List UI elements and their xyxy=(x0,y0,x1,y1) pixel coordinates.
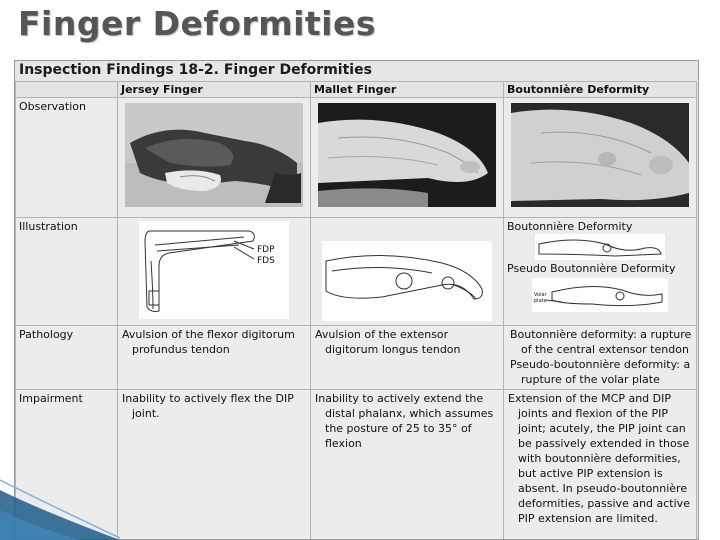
boutonniere-impairment: Extension of the MCP and DIP joints and flexion of the PIP joint; acutely, the PIP joint can be passively extended in those with boutonnière deformities, but active PIP extension is absent. In pseudo-boutonnière deformities, passive and active PIP extension are limited. xyxy=(504,390,697,540)
fdp-label: FDP xyxy=(257,245,275,255)
jersey-photo-cell xyxy=(118,98,311,218)
boutonniere-photo-cell xyxy=(504,98,697,218)
jersey-impairment: Inability to actively flex the DIP joint. xyxy=(118,390,311,540)
jersey-pathology: Avulsion of the flexor digitorum profundus tendon xyxy=(118,326,311,390)
table-title: Inspection Findings 18-2. Finger Deformities xyxy=(19,62,372,78)
boutonniere-photo xyxy=(511,103,689,207)
illustration-row xyxy=(16,218,697,326)
header-boutonniere: Boutonnière Deformity xyxy=(504,82,697,98)
jersey-illustration-cell xyxy=(118,218,311,326)
observation-label: Observation xyxy=(16,98,118,218)
table-header-row xyxy=(16,82,697,98)
observation-row xyxy=(16,98,697,218)
jersey-finger-photo xyxy=(125,103,303,207)
pseudo-boutonniere-pathology: Pseudo-boutonnière deformity: a rupture of the volar plate xyxy=(510,358,691,386)
mallet-photo-cell xyxy=(311,98,504,218)
mallet-illustration-cell xyxy=(311,218,504,326)
slide-title: Finger Deformities xyxy=(18,4,376,43)
corner-decoration xyxy=(0,450,120,540)
header-mallet-finger: Mallet Finger xyxy=(311,82,504,98)
pseudo-boutonniere-caption: Pseudo Boutonnière Deformity xyxy=(507,262,676,275)
boutonniere-pathology: Boutonnière deformity: a rupture of the central extensor tendon xyxy=(510,328,692,356)
mallet-impairment: Inability to actively extend the distal phalanx, which assumes the posture of 25 to 35° of flexion xyxy=(311,390,504,540)
jersey-finger-illustration xyxy=(139,221,289,319)
illustration-label: Illustration xyxy=(16,218,118,326)
pathology-row xyxy=(16,326,697,390)
mallet-finger-photo xyxy=(318,103,496,207)
pseudo-boutonniere-illustration xyxy=(532,278,668,312)
boutonniere-illustration-cell xyxy=(504,218,697,326)
volar-plate-label: Volar plate xyxy=(534,292,547,304)
boutonniere-illustration xyxy=(535,234,665,260)
pathology-label: Pathology xyxy=(16,326,118,390)
fds-label: FDS xyxy=(257,256,275,266)
impairment-label: Impairment xyxy=(16,390,118,540)
header-jersey-finger: Jersey Finger xyxy=(118,82,311,98)
boutonniere-pathology-cell xyxy=(504,326,697,390)
header-empty xyxy=(16,82,118,98)
boutonniere-illustration-caption: Boutonnière Deformity xyxy=(507,220,633,233)
mallet-finger-illustration xyxy=(322,241,492,321)
mallet-pathology: Avulsion of the extensor digitorum longus tendon xyxy=(311,326,504,390)
